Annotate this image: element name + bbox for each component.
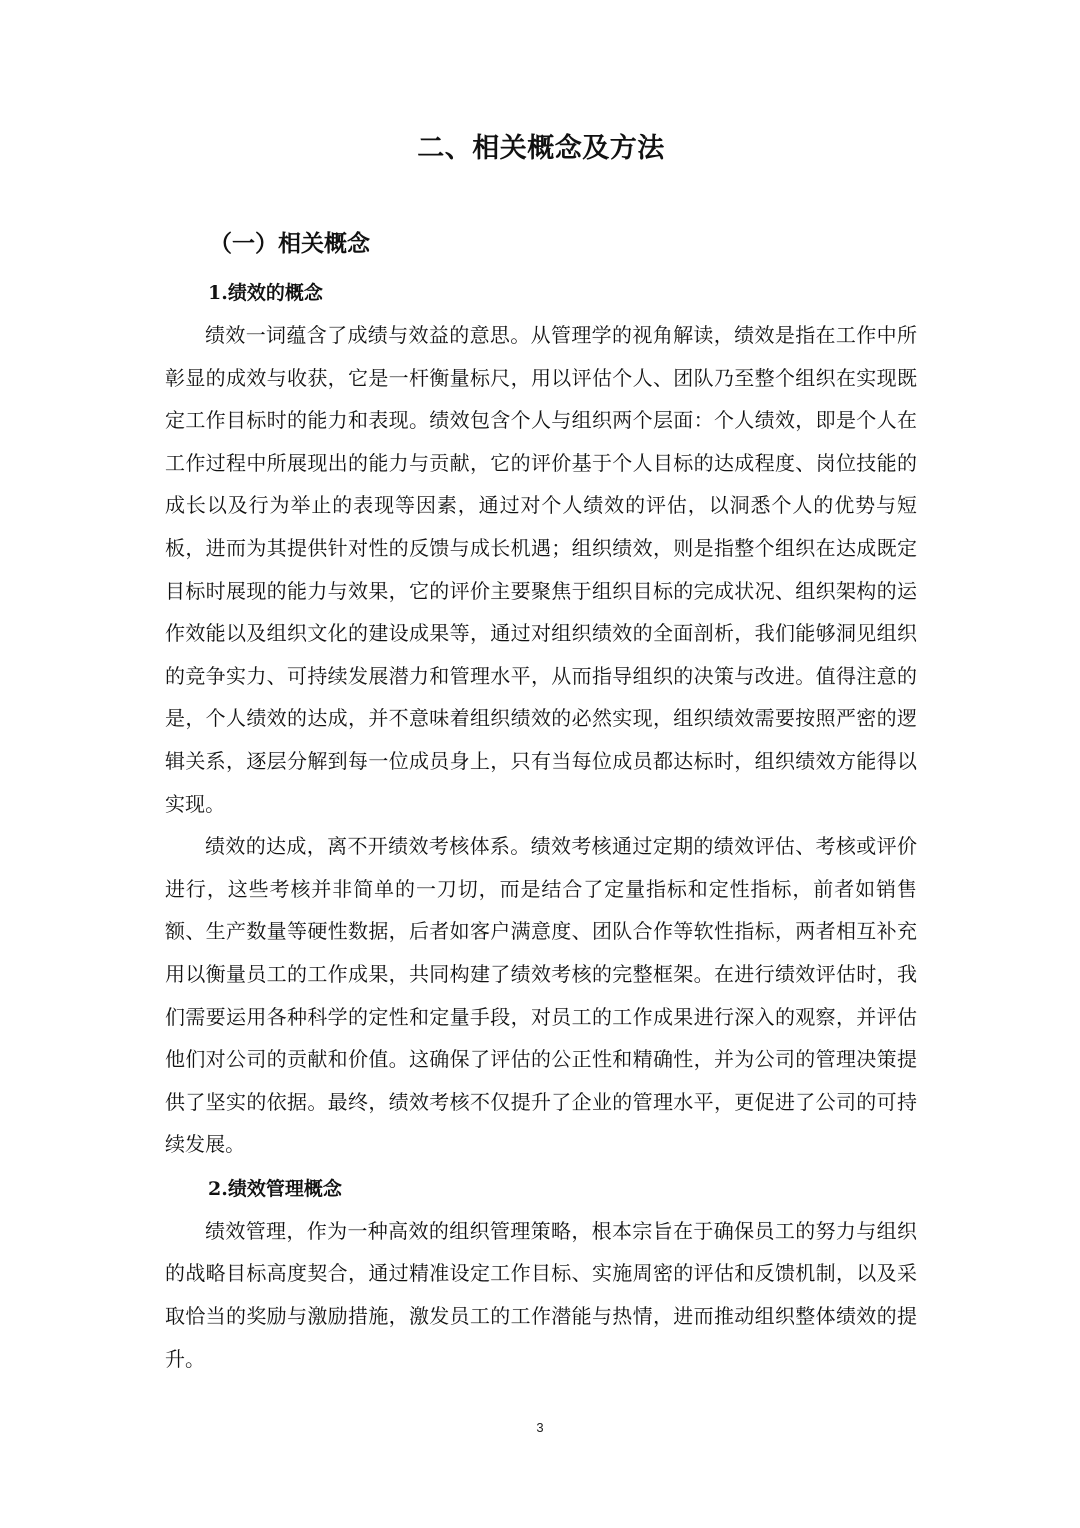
paragraph-performance-assessment: 绩效的达成，离不开绩效考核体系。绩效考核通过定期的绩效评估、考核或评价进行，这些考核并非简单的一刀切，而是结合了定量指标和定性指标，前者如销售额、生产数量等硬性数据，后者如客户满意度、团队合作等软性指标，两者相互补充用以衡量员工的工作成果，共同构建了绩效考核的完整框架。在进行绩效评估时，我们需要运用各种科学的定性和定量手段，对员工的工作成果进行深入的观察，并评估他们对公司的贡献和价值。这确保了评估的公正性和精确性，并为公司的管理决策提供了坚实的依据。最终，绩效考核不仅提升了企业的管理水平，更促进了公司的可持续发展。 xyxy=(165,834,917,1157)
section-title: （一）相关概念 xyxy=(209,230,370,257)
subsection-title-performance-concept: 1.绩效的概念 xyxy=(208,282,323,304)
page-content xyxy=(165,116,917,1380)
paragraph-performance-management: 绩效管理，作为一种高效的组织管理策略，根本宗旨在于确保员工的努力与组织的战略目标高度契合，通过精准设定工作目标、实施周密的评估和反馈机制，以及采取恰当的奖励与激励措施，激发员工的工作潜能与热情，进而推动组织整体绩效的提升。 xyxy=(165,1218,917,1371)
subsection-title-performance-management: 2.绩效管理概念 xyxy=(208,1177,342,1200)
chapter-title: 二、相关概念及方法 xyxy=(417,133,665,164)
page-number: 3 xyxy=(536,1420,544,1435)
paragraph-performance-definition: 绩效一词蕴含了成绩与效益的意思。从管理学的视角解读，绩效是指在工作中所彰显的成效与收获，它是一杆衡量标尺，用以评估个人、团队乃至整个组织在实现既定工作目标时的能力和表现。绩效包含个人与组织两个层面：个人绩效，即是个人在工作过程中所展现出的能力与贡献，它的评价基于个人目标的达成程度、岗位技能的成长以及行为举止的表现等因素，通过对个人绩效的评估，以洞悉个人的优势与短板，进而为其提供针对性的反馈与成长机遇；组织绩效，则是指整个组织在达成既定目标时展现的能力与效果，它的评价主要聚焦于组织目标的完成状况、组织架构的运作效能以及组织文化的建设成果等，通过对组织绩效的全面剖析，我们能够洞见组织的竞争实力、可持续发展潜力和管理水平，从而指导组织的决策与改进。值得注意的是，个人绩效的达成，并不意味着组织绩效的必然实现，组织绩效需要按照严密的逻辑关系，逐层分解到每一位成员身上，只有当每位成员都达标时，组织绩效方能得以实现。 xyxy=(165,323,917,816)
